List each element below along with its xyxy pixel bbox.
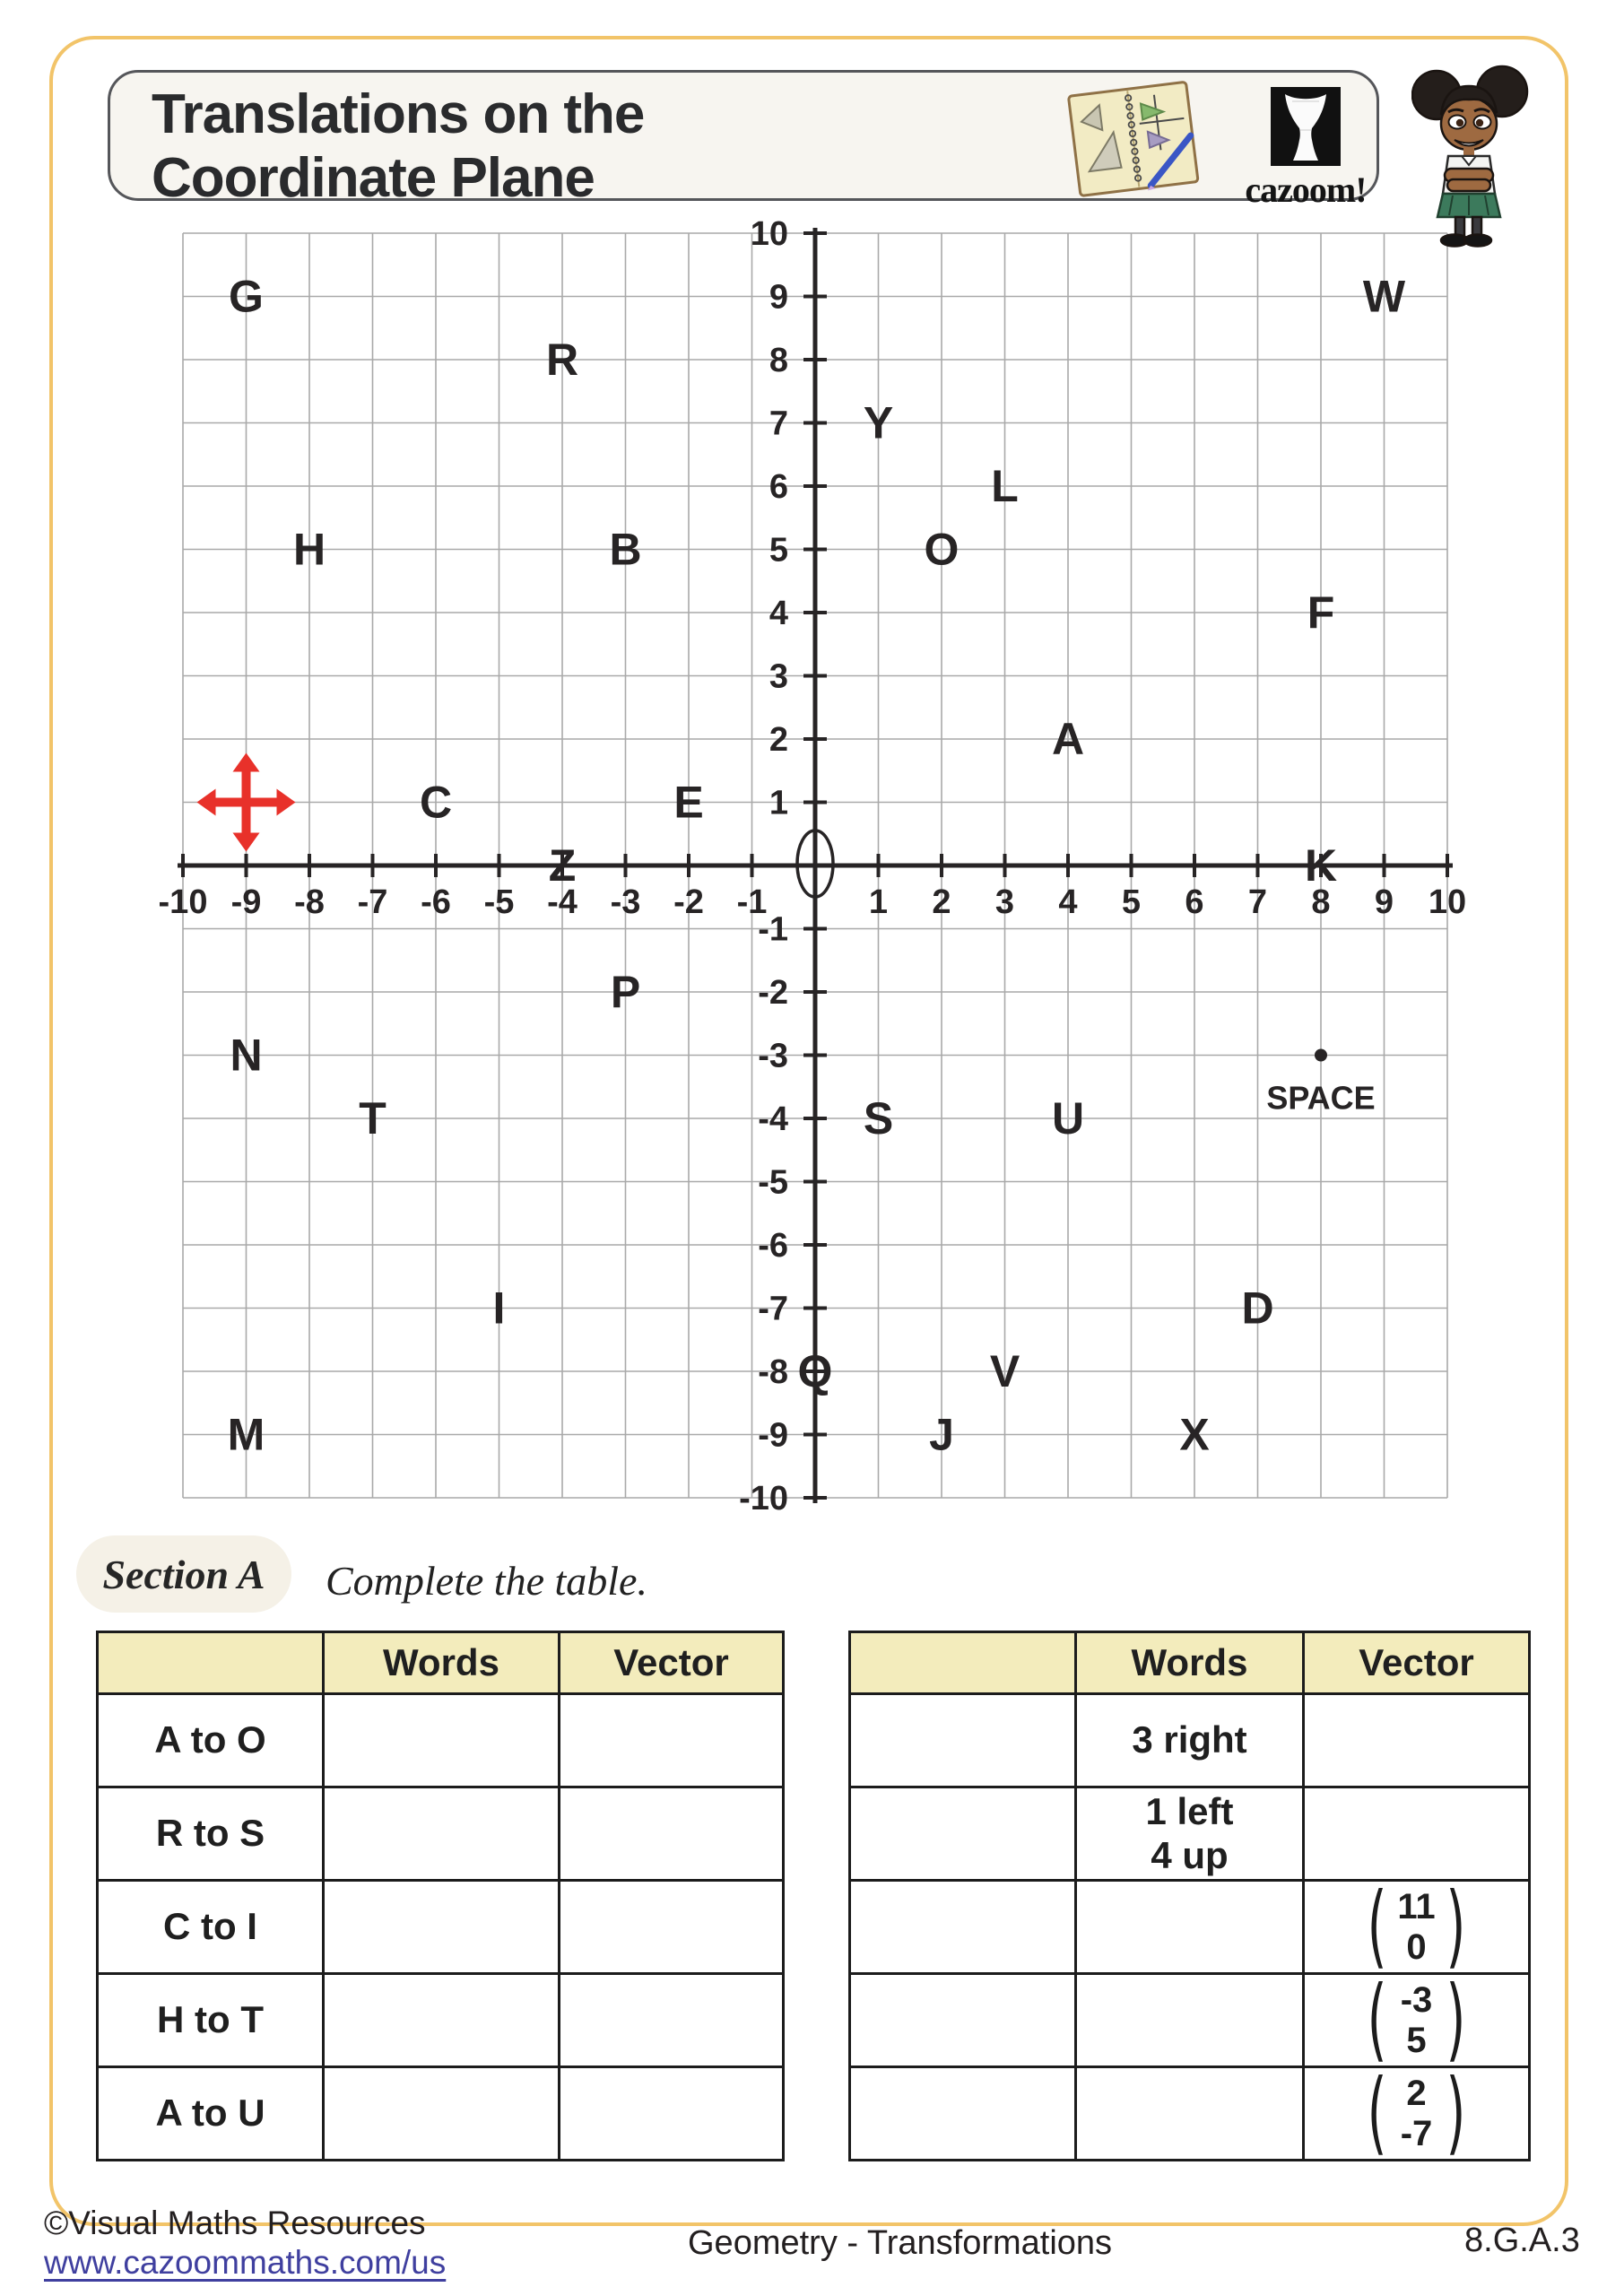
svg-text:-2: -2	[758, 974, 788, 1012]
translation-table-right	[848, 1631, 1531, 2166]
svg-text:-3: -3	[610, 883, 641, 921]
words-cell	[1076, 1974, 1304, 2067]
point-V: V	[989, 1346, 1020, 1396]
svg-text:-3: -3	[758, 1037, 788, 1075]
words-cell: 1 left 4 up	[1076, 1787, 1304, 1881]
table-row	[98, 2067, 784, 2161]
student-character	[1411, 57, 1530, 254]
mapping-label-cell	[850, 1694, 1076, 1787]
svg-text:4: 4	[1058, 883, 1078, 921]
table-row	[98, 1881, 784, 1974]
point-B: B	[609, 524, 642, 575]
svg-text:10: 10	[1428, 883, 1467, 921]
mapping-label-cell: H to T	[98, 1974, 324, 2067]
words-cell	[324, 2067, 560, 2161]
table-header-row	[850, 1632, 1530, 1694]
svg-text:-7: -7	[357, 883, 388, 921]
point-H: H	[292, 524, 326, 575]
svg-text:-6: -6	[421, 883, 451, 921]
svg-text:-8: -8	[758, 1353, 788, 1391]
table-row	[98, 1694, 784, 1787]
instruction-text: Complete the table.	[326, 1558, 647, 1604]
svg-text:-1: -1	[736, 883, 768, 921]
words-cell	[324, 1881, 560, 1974]
space-point	[1266, 1049, 1375, 1117]
point-R: R	[545, 335, 579, 385]
column-header: Words	[1076, 1632, 1304, 1694]
svg-text:3: 3	[769, 657, 788, 696]
words-cell	[324, 1694, 560, 1787]
point-O: O	[924, 524, 960, 575]
table-row	[98, 1974, 784, 2067]
title-line-2: Coordinate Plane	[152, 146, 595, 209]
vector-cell: ( 2 -7 )	[1304, 2067, 1530, 2161]
point-C: C	[419, 777, 453, 828]
point-K: K	[1304, 840, 1338, 891]
mapping-label-cell	[850, 1974, 1076, 2067]
mapping-label-cell	[850, 2067, 1076, 2161]
mapping-label-cell: A to O	[98, 1694, 324, 1787]
section-a-badge: Section A	[76, 1535, 291, 1613]
svg-text:-9: -9	[758, 1416, 788, 1455]
svg-text:-1: -1	[758, 910, 788, 949]
column-header	[98, 1632, 324, 1694]
vector-cell	[560, 1881, 784, 1974]
table-row	[850, 2067, 1530, 2161]
svg-text:-10: -10	[158, 883, 208, 921]
svg-text:9: 9	[769, 278, 788, 317]
mapping-label-cell: R to S	[98, 1787, 324, 1881]
point-G: G	[229, 271, 264, 322]
words-cell	[324, 1787, 560, 1881]
svg-text:SPACE: SPACE	[1266, 1079, 1376, 1117]
svg-text:-9: -9	[230, 883, 262, 921]
svg-text:-8: -8	[294, 883, 325, 921]
column-header: Words	[324, 1632, 560, 1694]
mapping-label-cell	[850, 1881, 1076, 1974]
point-I: I	[492, 1283, 506, 1334]
point-Q: Q	[797, 1346, 833, 1396]
table-row	[850, 1881, 1530, 1974]
svg-text:1: 1	[868, 883, 889, 921]
point-T: T	[359, 1093, 386, 1144]
svg-text:-5: -5	[483, 883, 515, 921]
svg-text:-4: -4	[758, 1100, 788, 1138]
footer-subject: Geometry - Transformations	[688, 2224, 1113, 2262]
words-cell	[1076, 1881, 1304, 1974]
column-header	[850, 1632, 1076, 1694]
footer-copyright: ©Visual Maths Resources	[44, 2205, 426, 2241]
point-L: L	[991, 461, 1019, 511]
translation-table-left	[96, 1631, 785, 2161]
point-E: E	[673, 777, 704, 828]
svg-text:7: 7	[769, 404, 788, 443]
table-header-row	[98, 1632, 784, 1694]
svg-text:9: 9	[1374, 883, 1394, 921]
svg-text:-4: -4	[547, 883, 578, 921]
svg-text:10: 10	[750, 215, 788, 253]
point-X: X	[1179, 1409, 1210, 1460]
point-D: D	[1241, 1283, 1274, 1334]
vector-cell	[560, 1974, 784, 2067]
svg-text:1: 1	[769, 784, 788, 822]
svg-text:-7: -7	[758, 1290, 788, 1328]
cazoom-logo	[1238, 87, 1373, 208]
vector-cell	[560, 2067, 784, 2161]
svg-text:6: 6	[769, 468, 788, 506]
svg-text:8: 8	[1311, 883, 1331, 921]
vector-cell	[1304, 1787, 1530, 1881]
point-P: P	[610, 967, 641, 1017]
point-A: A	[1051, 714, 1085, 764]
page-title	[152, 83, 644, 210]
title-line-1: Translations on the	[152, 83, 645, 145]
vector-cell: ( -3 5 )	[1304, 1974, 1530, 2067]
mapping-label-cell: A to U	[98, 2067, 324, 2161]
footer-standard: 8.G.A.3	[1464, 2222, 1580, 2259]
svg-text:5: 5	[769, 531, 788, 570]
point-S: S	[863, 1093, 894, 1144]
svg-text:2: 2	[769, 721, 788, 759]
svg-text:2: 2	[932, 883, 951, 921]
table-row	[98, 1787, 784, 1881]
svg-text:8: 8	[769, 342, 788, 379]
vector-cell	[560, 1694, 784, 1787]
table-row	[850, 1694, 1530, 1787]
svg-text:3: 3	[994, 883, 1015, 921]
table-row	[850, 1974, 1530, 2067]
footer-link[interactable]: www.cazoommaths.com/us	[44, 2244, 447, 2281]
mapping-label-cell	[850, 1787, 1076, 1881]
logo-wordmark: cazoom!	[1245, 170, 1367, 210]
point-N: N	[230, 1030, 263, 1081]
svg-text:-6: -6	[758, 1227, 788, 1265]
svg-text:-10: -10	[739, 1480, 788, 1518]
words-cell	[1076, 2067, 1304, 2161]
vector-cell: ( 11 0 )	[1304, 1881, 1530, 1974]
svg-text:-2: -2	[673, 883, 704, 921]
shoe	[1464, 235, 1491, 247]
svg-text:5: 5	[1121, 883, 1142, 921]
vector-cell	[1304, 1694, 1530, 1787]
notebook-icon	[1052, 78, 1213, 208]
point-F: F	[1307, 587, 1335, 638]
words-cell	[324, 1974, 560, 2067]
point-W: W	[1362, 271, 1406, 322]
point-Y: Y	[863, 397, 894, 448]
mapping-label-cell: C to I	[98, 1881, 324, 1974]
point-M: M	[227, 1409, 265, 1460]
svg-text:-5: -5	[758, 1163, 788, 1202]
svg-text:4: 4	[769, 595, 788, 632]
point-Z: Z	[548, 840, 577, 891]
move-cursor-icon	[197, 753, 296, 852]
column-header: Vector	[1304, 1632, 1530, 1694]
svg-text:6: 6	[1185, 883, 1204, 921]
header-box	[108, 70, 1379, 210]
vector-cell	[560, 1787, 784, 1881]
point-J: J	[929, 1409, 954, 1460]
column-header: Vector	[560, 1632, 784, 1694]
table-row	[850, 1787, 1530, 1881]
svg-text:7: 7	[1247, 883, 1268, 921]
drum-icon	[1271, 87, 1341, 166]
words-cell: 3 right	[1076, 1694, 1304, 1787]
point-U: U	[1051, 1093, 1085, 1144]
